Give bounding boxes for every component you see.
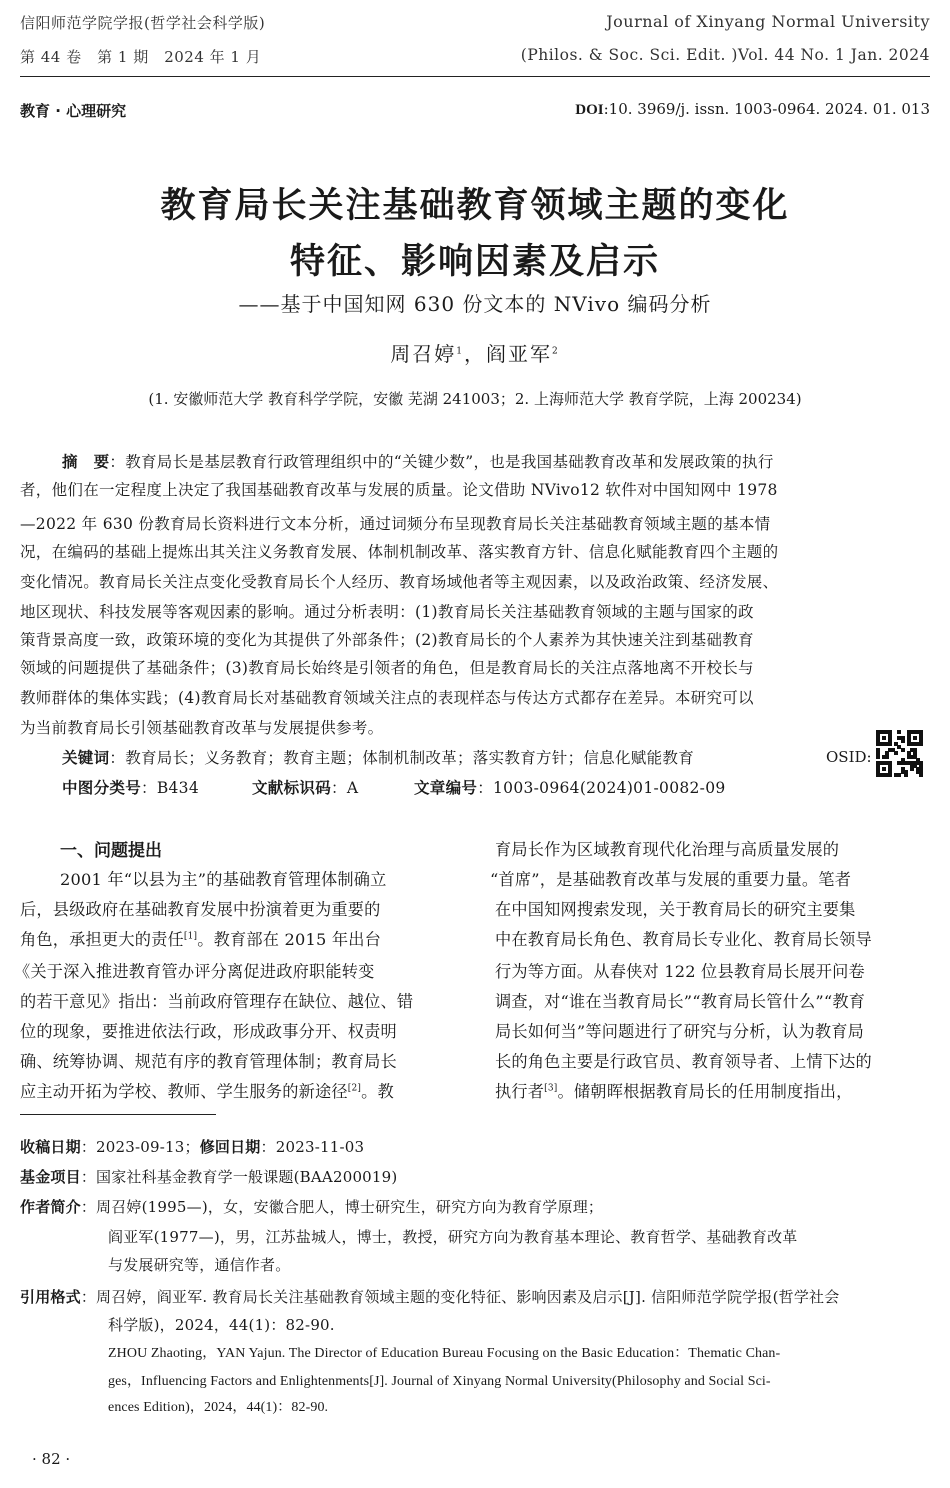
qr-module	[901, 748, 905, 752]
body-right-line-7: 局长如何当”等问题进行了研究与分析，认为教育局	[495, 1022, 864, 1041]
received-label: 收稿日期	[20, 1138, 81, 1156]
abstract-line-3: —2022 年 630 份教育局长资料进行文本分析，通过词频分布呈现教育局长关注基础教育领域主题的基本情	[20, 515, 771, 533]
citation-en-3: ences Edition)，2024，44(1)：82-90.	[108, 1400, 329, 1415]
author-bio-text: ：周召婷(1995—)，女，安徽合肥人，博士研究生，研究方向为教育学原理；	[80, 1198, 604, 1216]
qr-module	[897, 773, 901, 777]
citation-label: 引用格式	[20, 1288, 81, 1306]
author-2: ，阎亚军	[464, 342, 552, 366]
doi	[575, 100, 930, 119]
osid-qr-icon[interactable]	[876, 730, 922, 776]
doi-value: :10. 3969/j. issn. 1003-0964. 2024. 01. 013	[603, 100, 930, 118]
keywords	[62, 746, 694, 768]
body-left-line-6: 位的现象，要推进依法行政，形成政事分开、权责明	[20, 1022, 397, 1041]
body-text: 执行者	[495, 1082, 545, 1101]
body-left-line-1: 2001 年“以县为主”的基础教育管理体制确立	[60, 870, 387, 889]
abstract-line-6: 地区现状、科技发展等客观因素的影响。通过分析表明：(1)教育局长关注基础教育领域的主题与国家的政	[20, 603, 754, 621]
abstract-line-5: 变化情况。教育局长关注点变化受教育局长个人经历、教育场域他者等主观因素，以及政治政策、经济发展、	[20, 573, 779, 591]
subtitle: ——基于中国知网 630 份文本的 NVivo 编码分析	[238, 292, 712, 316]
abstract-line-1	[62, 450, 774, 472]
abstract-label: 摘 要	[62, 453, 110, 471]
footnote-rule	[20, 1114, 216, 1115]
osid-label: OSID:	[826, 748, 872, 766]
qr-module	[913, 736, 917, 740]
citation-en-2: ges，Influencing Factors and Enlightenments[J]. Journal of Xinyang Normal University(Philosophy and Social Sci-	[108, 1374, 771, 1389]
citation-ref[interactable]: [2]	[347, 1083, 362, 1094]
title-line-1: 教育局长关注基础教育领域主题的变化	[160, 186, 790, 226]
body-left-line-2: 后，县级政府在基础教育发展中扮演着更为重要的	[20, 900, 381, 919]
abstract-line-7: 策背景高度一致，政策环境的变化为其提供了外部条件；(2)教育局长的个人素养为其快速关注到基础教育	[20, 631, 754, 649]
body-left-line-5: 的若干意见》指出：当前政府管理存在缺位、越位、错	[20, 992, 414, 1011]
body-left-line-3	[20, 926, 381, 950]
author-bio-3: 与发展研究等，通信作者。	[108, 1256, 291, 1274]
received-value: ：2023-09-13；	[80, 1138, 200, 1156]
clc-number	[62, 776, 199, 798]
fund-label: 基金项目	[20, 1168, 81, 1186]
body-text: 应主动开拓为学校、教师、学生服务的新途径	[20, 1082, 348, 1101]
qr-module	[876, 755, 880, 759]
author-bio-label: 作者简介	[20, 1198, 81, 1216]
doc-value: ：A	[331, 779, 359, 797]
journal-name-cn: 信阳师范学院学报(哲学社会科学版)	[20, 14, 266, 32]
article-number	[414, 776, 726, 798]
journal-name-en: Journal of Xinyang Normal University	[606, 12, 930, 31]
body-left-line-8	[20, 1078, 394, 1102]
citation-text: ：周召婷，阎亚军. 教育局长关注基础教育领域主题的变化特征、影响因素及启示[J]. 信阳师范学院学报(哲学社会	[80, 1288, 840, 1306]
author-1-affil: 1	[456, 346, 464, 357]
issue-info-en: (Philos. & Soc. Sci. Edit. )Vol. 44 No. 1 Jan. 2024	[520, 46, 930, 64]
author-1: 周召婷	[390, 342, 457, 366]
affiliation: (1. 安徽师范大学 教育科学学院，安徽 芜湖 241003；2. 上海师范大学 教育学院，上海 200234)	[148, 390, 802, 408]
body-right-line-9	[495, 1078, 853, 1102]
keywords-label: 关键词	[62, 749, 110, 767]
clc-value: ：B434	[141, 779, 199, 797]
body-right-line-4: 中在教育局长角色、教育局长专业化、教育局长领导	[495, 930, 872, 949]
issue-info-cn: 第 44 卷 第 1 期 2024 年 1 月	[20, 48, 262, 66]
clc-label: 中图分类号	[62, 779, 142, 797]
body-text: 角色，承担更大的责任	[20, 930, 184, 949]
citation-ref[interactable]: [1]	[183, 931, 198, 942]
received-dates	[20, 1136, 364, 1157]
citation-ref[interactable]: [3]	[544, 1083, 558, 1094]
abstract-line-8: 领域的问题提供了基础条件；(3)教育局长始终是引领者的角色，但是教育局长的关注点落地离不开校长与	[20, 659, 754, 677]
column-label: 教育 · 心理研究	[20, 102, 127, 120]
qr-module	[882, 767, 886, 771]
body-text: 。教育部在 2015 年出台	[197, 930, 382, 949]
revised-label: 修回日期	[199, 1138, 261, 1156]
body-right-line-1: 育局长作为区域教育现代化治理与高质量发展的	[495, 840, 840, 859]
page-number: · 82 ·	[32, 1450, 71, 1468]
qr-module	[882, 736, 886, 740]
keywords-value: ：教育局长；义务教育；教育主题；体制机制改革；落实教育方针；信息化赋能教育	[109, 749, 695, 767]
fund-project	[20, 1166, 397, 1187]
abstract-line-10: 为当前教育局长引领基础教育改革与发展提供参考。	[20, 719, 384, 737]
body-right-line-3: 在中国知网搜索发现，关于教育局长的研究主要集	[495, 900, 856, 919]
qr-module	[910, 767, 914, 771]
section-heading: 一、问题提出	[60, 841, 162, 861]
body-text: 。教	[361, 1082, 394, 1101]
qr-module	[888, 742, 892, 746]
citation-en-1: ZHOU Zhaoting，YAN Yajun. The Director of Education Bureau Focusing on the Basic Education：Thematic Chan-	[108, 1346, 781, 1361]
art-value: ：1003-0964(2024)01-0082-09	[477, 779, 726, 797]
doc-label: 文献标识码	[252, 779, 332, 797]
revised-value: ：2023-11-03	[260, 1138, 365, 1156]
abstract-text: ：教育局长是基层教育行政管理组织中的“关键少数”，也是我国基础教育改革和发展政策的执行	[109, 453, 774, 471]
qr-module	[919, 773, 923, 777]
author-2-affil: 2	[552, 346, 560, 357]
author-bio-1	[20, 1196, 603, 1217]
author-bio-2: 阎亚军(1977—)，男，江苏盐城人，博士，教授，研究方向为教育基本理论、教育哲学、基础教育改革	[108, 1228, 798, 1246]
citation-format-2: 科学版)，2024，44(1)：82-90.	[108, 1316, 335, 1334]
abstract-line-2: 者，他们在一定程度上决定了我国基础教育改革与发展的质量。论文借助 NVivo12 软件对中国知网中 1978	[20, 481, 778, 499]
authors	[0, 338, 950, 367]
abstract-line-4: 况，在编码的基础上提炼出其关注义务教育发展、体制机制改革、落实教育方针、信息化赋能教育四个主题的	[20, 543, 779, 561]
title-line-2: 特征、影响因素及启示	[289, 242, 660, 282]
qr-module	[901, 739, 905, 743]
citation-format-1	[20, 1286, 839, 1307]
body-right-line-2: “首席”，是基础教育改革与发展的重要力量。笔者	[490, 870, 852, 889]
qr-module	[897, 730, 901, 734]
body-left-line-4: 《关于深入推进教育管办评分离促进政府职能转变	[14, 962, 375, 981]
qr-module	[894, 751, 898, 755]
qr-module	[904, 773, 908, 777]
body-text: 。储朝晖根据教育局长的任用制度指出，	[557, 1082, 853, 1101]
qr-module	[919, 742, 923, 746]
abstract-line-9: 教师群体的集体实践；(4)教育局长对基础教育领域关注点的表现样态与传达方式都存在差异。本研究可以	[20, 689, 754, 707]
body-left-line-7: 确、统筹协调、规范有序的教育管理体制；教育局长	[20, 1052, 397, 1071]
art-label: 文章编号	[414, 779, 478, 797]
doi-label: DOI	[575, 102, 604, 118]
body-right-line-8: 长的角色主要是行政官员、教育领导者、上情下达的	[495, 1052, 872, 1071]
fund-value: ：国家社科基金教育学一般课题(BAA200019)	[80, 1168, 398, 1186]
document-code	[252, 776, 358, 798]
qr-module	[888, 773, 892, 777]
body-right-line-5: 行为等方面。从春侠对 122 位县教育局长展开问卷	[495, 962, 865, 981]
qr-module	[885, 755, 889, 759]
header-rule	[20, 76, 930, 77]
body-right-line-6: 调查，对“谁在当教育局长”“教育局长管什么”“教育	[495, 992, 866, 1011]
